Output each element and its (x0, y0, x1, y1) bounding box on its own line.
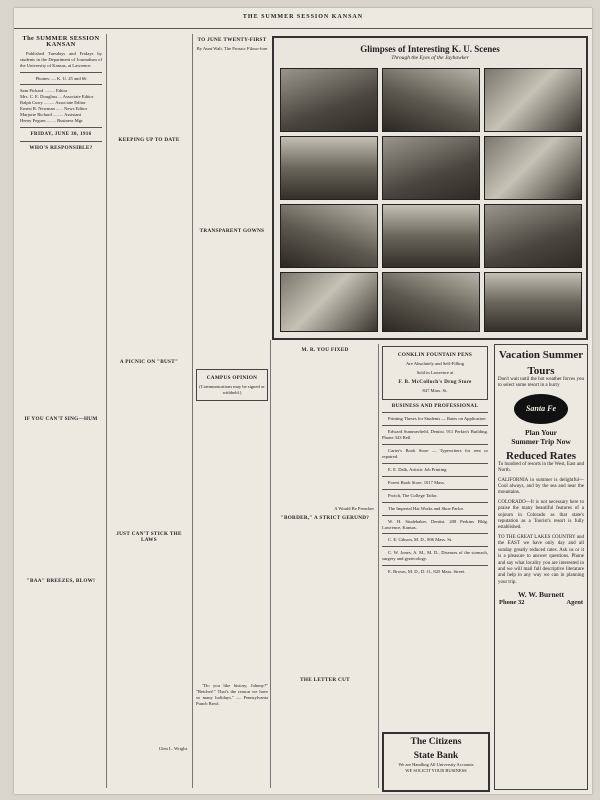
paper-title: The SUMMER SESSION KANSAN (22, 35, 100, 48)
headline-laws: JUST CAN'T STICK THE LAWS (116, 530, 182, 543)
headline-border: "BORDER," A STRICT GERUND? (280, 514, 370, 521)
headline-baa: "BAA" BREEZES, BLOW! (26, 577, 96, 584)
santa-fe-ad (494, 344, 588, 790)
headline-june: TO JUNE TWENTY-FIRST (197, 37, 267, 43)
signature: A Would Be Preacher (334, 505, 374, 511)
divider (382, 412, 488, 413)
ad-text: Don't wait until the hot weather forces you to select some resort in a hurry (498, 377, 584, 389)
divider (382, 444, 488, 445)
ad-phone: Phone 32 (499, 599, 525, 607)
conklin-line: Are Absolutely and Self-Filling (405, 360, 465, 366)
staff-line: Ralph Curry ......... Associate Editor (20, 100, 86, 106)
headline-gowns: TRANSPARENT GOWNS (199, 227, 265, 234)
bank-line: We are Handling All University Accounts (398, 762, 474, 767)
ad-summer-trip: Summer Trip Now (511, 436, 571, 446)
joke: "Do you like history, Johnny?" "Betcher!" That's the reason we have so many holidays." — Pennsylvania Punch Bowl. (196, 683, 268, 707)
divider (382, 463, 488, 464)
article-space (276, 524, 374, 674)
business-ad: C. E. Gibson, M. D., 806 Mass. St. (388, 537, 453, 543)
divider (20, 127, 102, 128)
business-ad: E. E. Dalk, Artistic Job Printing (388, 466, 447, 472)
article-space (20, 425, 102, 575)
campus-note: (Communications may be signed or withheld.) (199, 383, 265, 395)
divider (20, 141, 102, 142)
photo-campus-library (382, 272, 480, 332)
ad-agent-label: Agent (566, 599, 583, 607)
byline: By Aunt Walt, The Prosaic Filoso-fore (196, 45, 268, 51)
bank-name-1: The Citizens (410, 737, 462, 747)
article-space (110, 146, 188, 356)
business-ad: Printing Theses for Students — Rates on Application (388, 416, 486, 422)
ad-contact-row (495, 599, 587, 606)
article-space (110, 546, 188, 746)
headline-picnic: A PICNIC ON "BUST" (119, 358, 179, 365)
photo-campus-building (280, 68, 378, 132)
divider (382, 502, 488, 503)
article-space (196, 55, 268, 225)
staff-list (20, 88, 102, 123)
photo-campus-lawn (484, 272, 582, 332)
photo-campus-hall (484, 68, 582, 132)
staff-line: Ernest R. Newman ...... News Editor (20, 106, 88, 112)
ad-headline-1: Vacation Summer (498, 349, 584, 361)
photo-campus-tower (382, 136, 480, 200)
publication-info: Published Tuesdays and Fridays by students in the Department of Journalism of the University of Kansas, at Lawrence. (20, 50, 102, 68)
ad-paragraph: CALIFORNIA in summer is delightful—Cool always, and by the sea and near the mountains. (498, 477, 584, 496)
business-ad: Edward Summerfield, Dentist. 911 Perkin's Building. Phone 343 Bell. (382, 429, 488, 441)
article-space (110, 368, 188, 528)
business-ad: Carter's Book Store — Typewriters for rent or repaired. (382, 448, 488, 460)
signature: Glen L. Wright. (158, 745, 188, 751)
divider (382, 515, 488, 516)
conklin-sold: Sold in Lawrence at (416, 369, 454, 375)
headline-noted: M. R. YOU FIXED (301, 347, 349, 353)
ad-paragraph: To hundred of resorts in the West, East and North. (498, 461, 584, 474)
divider (382, 425, 488, 426)
business-ad: The Imperial Hat Works and Shoe Parlor. (388, 505, 464, 511)
headline-letter: THE LETTER CUT (300, 676, 350, 683)
campus-opinion-box (196, 369, 268, 402)
bank-slogan: WE SOLICIT YOUR BUSINESS (405, 767, 467, 773)
mccolloch-address: 847 Mass. St. (422, 387, 448, 393)
filler-text (20, 154, 102, 160)
photo-feature-title: Glimpses of Interesting K. U. Scenes (360, 44, 500, 54)
headline-keeping-up: KEEPING UP TO DATE (118, 137, 180, 143)
column-1 (20, 34, 102, 788)
article-space (196, 403, 268, 683)
article-space (20, 163, 102, 413)
newspaper-page (14, 8, 592, 794)
bank-name-2: State Bank (413, 751, 459, 761)
photo-feature (272, 36, 588, 340)
staff-line: Henry Pegues ........ Business Mgr. (20, 117, 84, 123)
headline-campus-opinion: CAMPUS OPINION (206, 374, 258, 381)
divider (382, 546, 488, 547)
photo-campus-steps (280, 204, 378, 268)
divider (382, 565, 488, 566)
business-ad: Protch, The College Tailor. (388, 492, 438, 498)
column-rule (378, 344, 379, 788)
column-rule (106, 34, 107, 788)
column-rule (270, 340, 271, 788)
phones: Phones: — K. U. 25 and 66 (35, 75, 87, 81)
photo-campus-group (280, 136, 378, 200)
photo-campus-field (280, 272, 378, 332)
column-3 (196, 34, 268, 788)
column-4 (276, 344, 374, 788)
divider (382, 533, 488, 534)
conklin-heading: CONKLIN FOUNTAIN PENS (397, 352, 473, 358)
ad-reduced-rates: Reduced Rates (506, 449, 576, 462)
masthead: THE SUMMER SESSION KANSAN (14, 14, 592, 29)
business-ad: E. Brown, M. D., D. O., 825 Mass. Street. (388, 569, 466, 575)
mccolloch-name: F. B. McColloch's Drug Store (398, 378, 472, 385)
photo-campus-trees (484, 136, 582, 200)
column-5 (382, 344, 488, 728)
article-space (196, 237, 268, 367)
business-ad: W. H. Studebaker, Dentist. 208 Perkins Bldg. Lawrence, Kansas. (382, 518, 488, 530)
ad-agent-name: W. W. Burnett (518, 590, 564, 600)
photo-campus-walk (382, 68, 480, 132)
staff-line: Mrs. C. E. Douglass ... Associate Editor (20, 94, 94, 100)
ad-paragraph: COLORADO—It is not necessary here to praise the many beautiful features of a sojourn in Colorado as that state's reputation as a Tourist's resort is fully established. (498, 499, 584, 531)
business-ad: Forest Book Store, 1017 Mass. (388, 479, 445, 485)
article-space (110, 34, 188, 134)
headline-whos-responsible: WHO'S RESPONSIBLE? (29, 144, 93, 151)
ad-plan: Plan Your (524, 427, 558, 437)
divider (382, 476, 488, 477)
column-2 (110, 34, 188, 788)
staff-line: Marjorie Richard ......... Assistant (20, 112, 81, 118)
bank-ad (382, 732, 490, 792)
santa-fe-logo-icon: Santa Fe (514, 394, 568, 424)
issue-date: FRIDAY, JUNE 30, 1916 (30, 130, 92, 137)
divider (20, 72, 102, 73)
headline-sing: IF YOU CAN'T SING—HUM (24, 415, 98, 422)
business-heading: BUSINESS AND PROFESSIONAL (391, 402, 479, 409)
business-ad: C. W. Jones, A. M., M. D., Diseases of the stomach, surgery and gynecology. (382, 550, 488, 562)
conklin-ad (382, 346, 488, 400)
staff-line: Sam Pickard ......... Editor (20, 88, 68, 94)
ad-paragraph: TO THE GREAT LAKES COUNTRY and the EAST we have only day and all sunday greatly reduced rates. Ask us or it is a pleasure to answer questions. Phone and say what locality you are interested in and we will mail full descriptive literature and help in any way we can in planning your trip. (498, 534, 584, 585)
photo-campus-crowd (382, 204, 480, 268)
column-rule (192, 34, 193, 788)
photo-feature-subtitle: Through the Eyes of the Jayhawker (391, 55, 469, 61)
article-space (276, 356, 374, 506)
ad-headline-2: Tours (527, 365, 555, 377)
photo-campus-gate (484, 204, 582, 268)
divider (382, 489, 488, 490)
divider (20, 84, 102, 85)
